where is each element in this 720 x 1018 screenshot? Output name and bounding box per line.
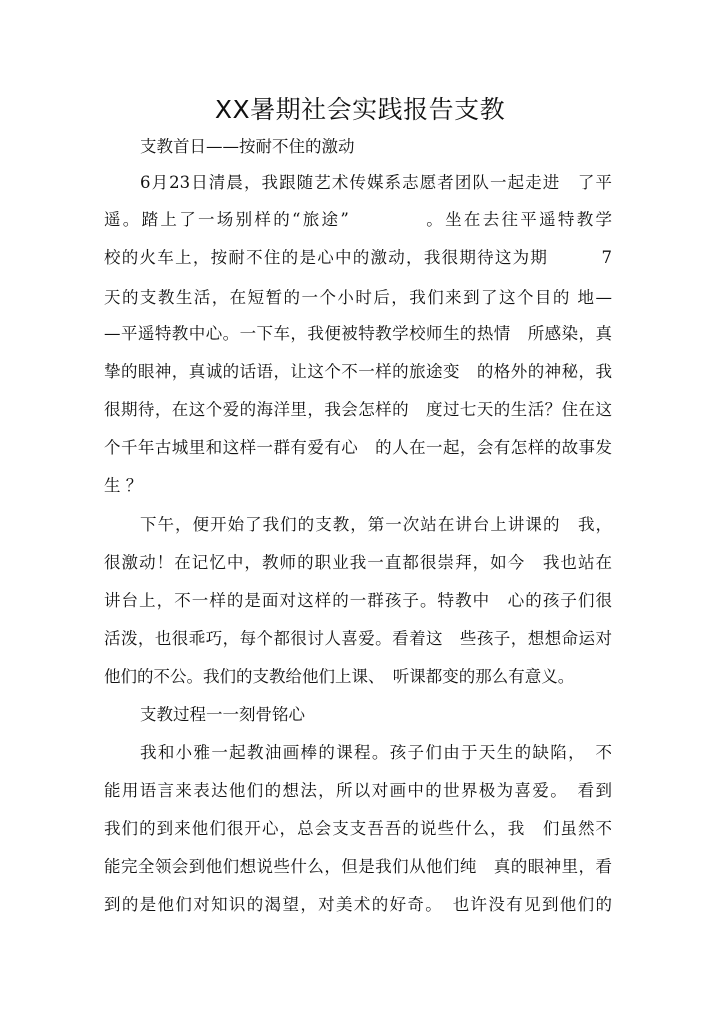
paragraph-line: 遥。踏上了一场别样的“旅途” 。坐在去往平遥特教学 [104, 210, 612, 229]
paragraph-line: 个千年古城里和这样一群有爱有心 的人在一起，会有怎样的故事发 [104, 438, 612, 457]
paragraph-line: 很期待，在这个爱的海洋里，我会怎样的 度过七天的生活？住在这 [104, 400, 612, 419]
document-title: XX暑期社会实践报告支教 [214, 95, 506, 124]
paragraph-line: 我和小雅一起教油画棒的课程。孩子们由于天生的缺陷， 不 [140, 743, 612, 762]
paragraph-line: 下午，便开始了我们的支教，第一次站在讲台上讲课的 我， [140, 515, 612, 534]
paragraph-line: 能完全领会到他们想说些什么，但是我们从他们纯 真的眼神里，看 [104, 857, 612, 876]
section-heading: 支教过程一一刻骨铭心 [140, 705, 305, 724]
paragraph-line: 生 ？ [104, 476, 143, 495]
paragraph-line: —平遥特教中心。一下车，我便被特教学校师生的热情 所感染，真 [104, 324, 612, 343]
paragraph-line: 讲台上，不一样的是面对这样的一群孩子。特教中 心的孩子们很 [104, 591, 612, 610]
paragraph-line: 挚的眼神，真诚的话语，让这个不一样的旅途变 的格外的神秘，我 [104, 362, 612, 381]
paragraph-line: 他们的不公。我们的支教给他们上课、 听课都变的那么有意义。 [104, 667, 575, 686]
section-heading: 支教首日——按耐不住的激动 [140, 137, 355, 156]
paragraph-line: 校的火车上，按耐不住的是心中的激动，我很期待这为期 7 [104, 248, 612, 267]
paragraph-line: 活泼，也很乖巧，每个都很讨人喜爱。看着这 些孩子，想想命运对 [104, 629, 612, 648]
paragraph-line: 到的是他们对知识的渴望，对美术的好奇。 也许没有见到他们的 [104, 895, 612, 914]
paragraph-line: 6月23日清晨，我跟随艺术传媒系志愿者团队一起走进 了平 [140, 173, 612, 192]
paragraph-line: 我们的到来他们很开心，总会支支吾吾的说些什么，我 们虽然不 [104, 819, 612, 838]
paragraph-line: 能用语言来表达他们的想法，所以对画中的世界极为喜爱。 看到 [104, 781, 612, 800]
paragraph-line: 很激动！在记忆中，教师的职业我一直都很崇拜，如今 我也站在 [104, 553, 612, 572]
paragraph-line: 天的支教生活，在短暂的一个小时后，我们来到了这个目的 地— [104, 288, 612, 307]
